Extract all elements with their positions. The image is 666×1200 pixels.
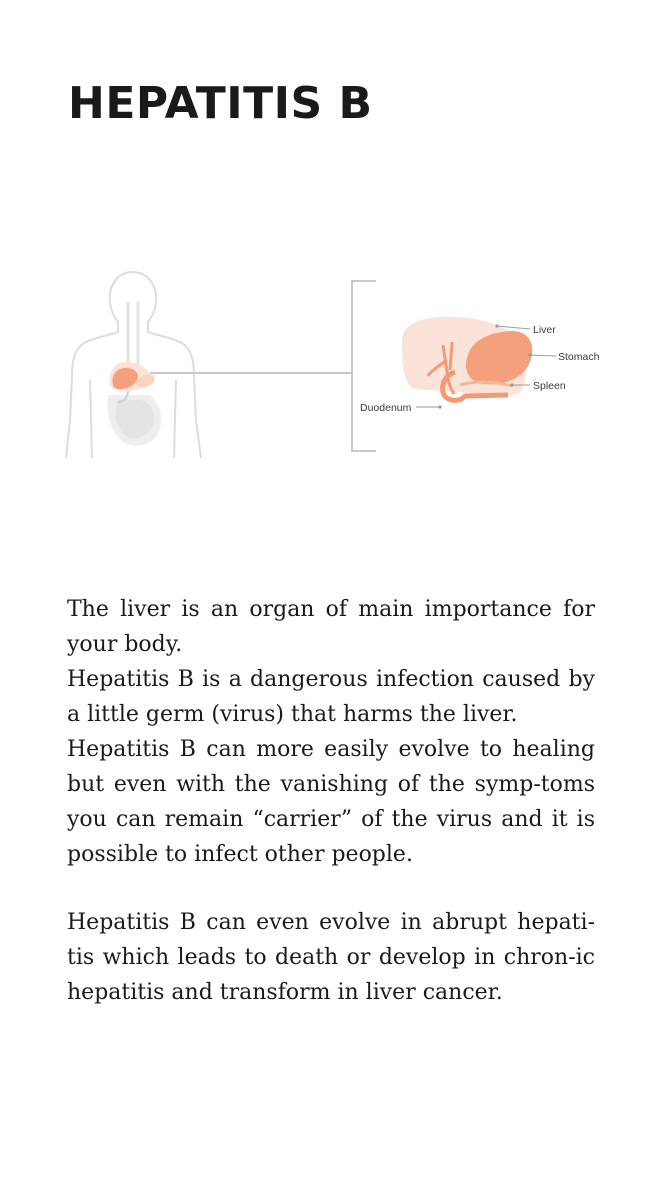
intro-paragraph [67, 592, 595, 872]
bracket [352, 281, 376, 451]
duodenum-label: Duodenum [360, 402, 412, 414]
stomach-label: Stomach [558, 351, 600, 363]
text-line-4: Hepatitis B can even evolve in abrupt hepati-tis which leads to death or develop in chron-ic hepatitis and transform in liver cancer. [67, 910, 595, 1005]
liver-anatomy-illustration [0, 260, 666, 460]
outcome-paragraph [67, 905, 595, 1010]
page-title: HEPATITIS B [68, 78, 373, 129]
enlarged-organs [402, 317, 532, 401]
text-line-3: Hepatitis B can more easily evolve to healing but even with the vanishing of the symp-toms you can remain “carrier” of the virus and it is possible to infect other people. [67, 737, 595, 867]
liver-label: Liver [533, 324, 556, 336]
spleen-label: Spleen [533, 380, 566, 392]
text-line-1: The liver is an organ of main importance for your body. [67, 597, 595, 657]
text-line-2: Hepatitis B is a dangerous infection caused by a little germ (virus) that harms the liver. [67, 667, 595, 727]
